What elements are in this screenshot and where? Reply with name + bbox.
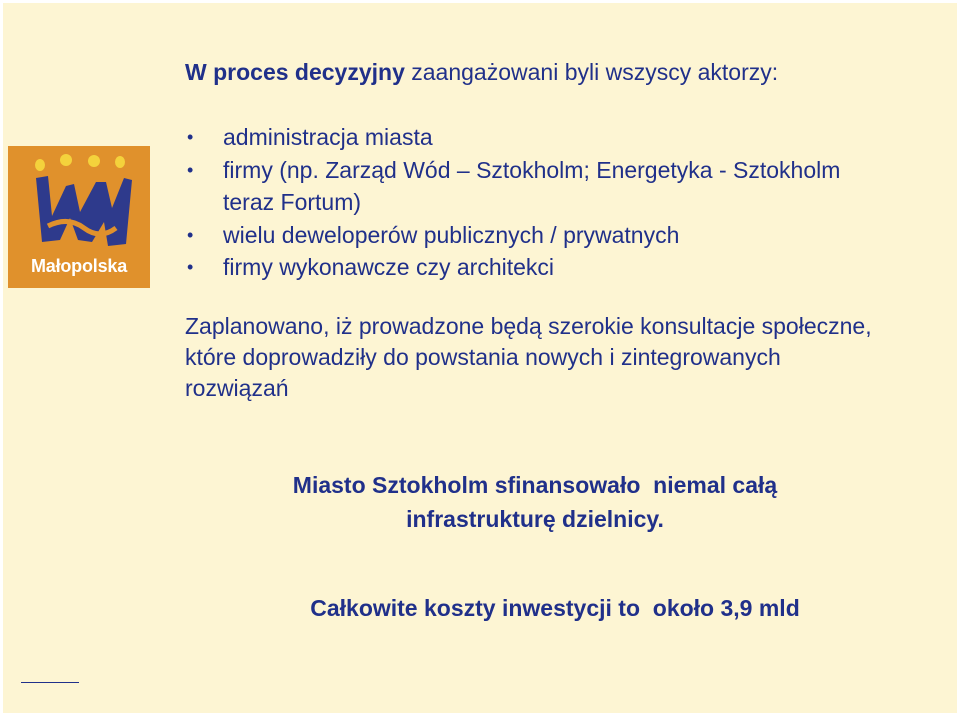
heading-rest: zaangażowani byli wszyscy aktorzy:	[404, 59, 779, 85]
logo-text: Małopolska	[30, 256, 128, 276]
actors-list	[185, 121, 843, 284]
slide	[3, 3, 957, 713]
crown-dot	[115, 156, 125, 168]
list-item: • administracja miasta	[185, 121, 843, 154]
financing-line-1: Miasto Sztokholm sfinansowało niemal całą	[292, 472, 778, 498]
financing-statement	[185, 468, 885, 536]
total-cost: Całkowite koszty inwestycji to około 3,9 mld	[310, 595, 800, 621]
crown-shape	[36, 176, 132, 246]
crown-dot	[35, 159, 45, 171]
consultation-paragraph: Zaplanowano, iż prowadzone będą szerokie konsultacje społeczne, które doprowadziły do powstania nowych i zintegrowanych rozwiązań	[185, 313, 872, 401]
list-item: • firmy (np. Zarząd Wód – Sztokholm; Energetyka - Sztokholm teraz Fortum)	[185, 154, 843, 219]
crown-dot	[88, 155, 100, 167]
heading-strong: W proces decyzyjny	[185, 59, 405, 85]
slide-heading	[185, 59, 778, 86]
crown-dot	[60, 154, 72, 166]
list-item: • firmy wykonawcze czy architekci	[185, 251, 843, 284]
footer-divider	[21, 682, 79, 683]
malopolska-logo	[8, 146, 150, 288]
list-item: • wielu deweloperów publicznych / prywatnych	[185, 219, 843, 252]
financing-line-2: infrastrukturę dzielnicy.	[406, 506, 664, 532]
